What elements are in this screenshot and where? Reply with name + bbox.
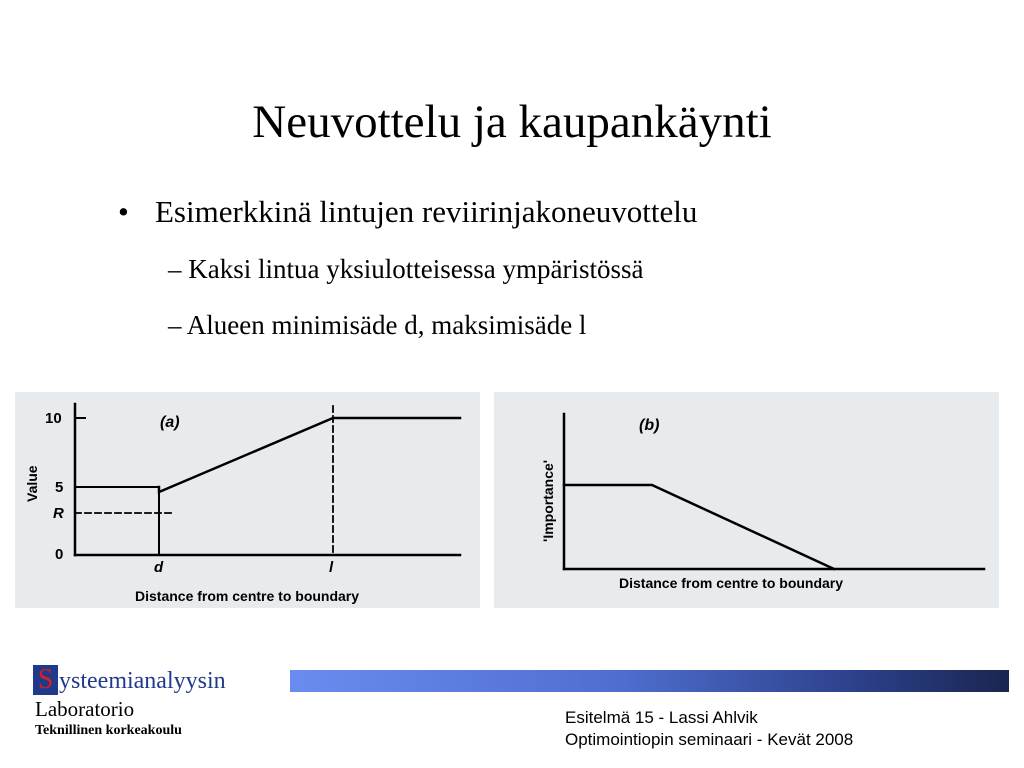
xtick-label: l (329, 559, 334, 576)
figure-a-plot (15, 392, 480, 608)
x-axis-label: Distance from centre to boundary (135, 588, 360, 604)
ytick-label: 5 (55, 479, 64, 496)
footer-gradient-bar (290, 670, 1009, 692)
bullet-text: Esimerkkinä lintujen reviirinjakoneuvottelu (155, 194, 698, 229)
subbullet-item: – Alueen minimisäde d, maksimisäde l (168, 310, 587, 340)
laboratory-name: Laboratorio (35, 697, 135, 721)
importance-curve (564, 485, 834, 569)
ytick-label: 10 (45, 410, 62, 427)
footer-line-2: Optimointiopin seminaari - Kevät 2008 (565, 730, 854, 749)
subbullet-item: – Kaksi lintua yksiulotteisessa ympäristössä (168, 254, 644, 284)
y-axis-label: 'Importance' (540, 459, 556, 542)
ytick-label: R (53, 505, 64, 522)
xtick-label: d (154, 559, 164, 576)
footer-line-1: Esitelmä 15 - Lassi Ahlvik (565, 708, 758, 727)
value-curve (159, 418, 460, 492)
figure-b (494, 392, 999, 608)
figure-a (15, 392, 480, 608)
logo-initial: S (33, 665, 58, 695)
panel-label-a: (a) (160, 414, 180, 431)
logo-text: ysteemianalyysin (59, 668, 226, 694)
baseline-segment (75, 487, 159, 555)
ytick-label: 0 (55, 546, 64, 563)
bullet-symbol: • (118, 194, 129, 229)
figure-b-plot (494, 392, 999, 608)
panel-label-b: (b) (639, 417, 660, 434)
footer-info (565, 707, 853, 751)
x-axis-label: Distance from centre to boundary (619, 575, 844, 591)
slide-title: Neuvottelu ja kaupankäynti (252, 96, 772, 148)
school-name: Teknillinen korkeakoulu (35, 723, 182, 738)
y-axis-label: Value (24, 465, 40, 502)
